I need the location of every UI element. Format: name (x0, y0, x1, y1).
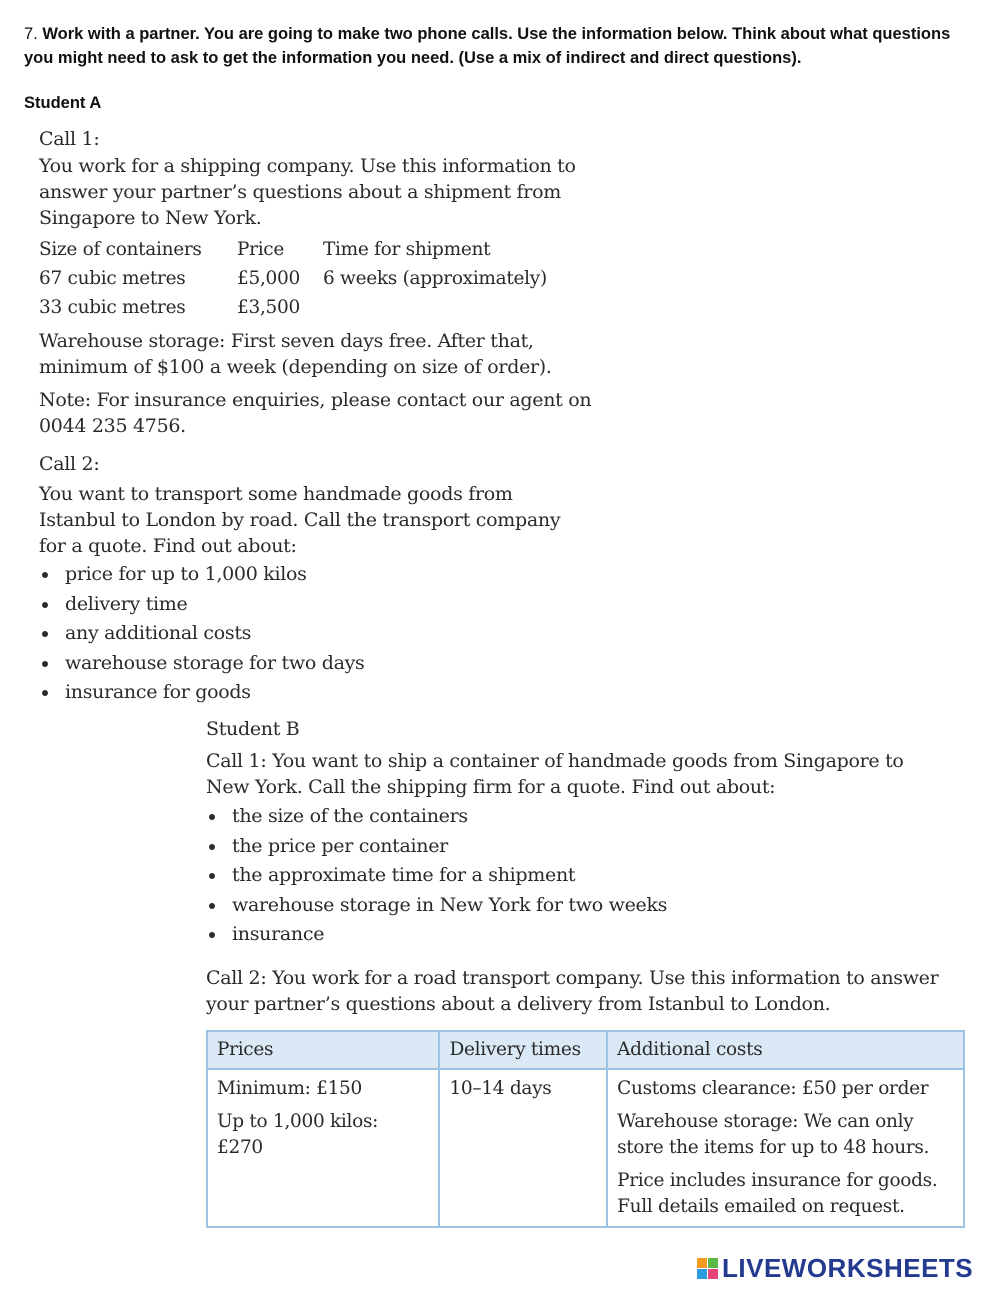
list-item: the price per container (206, 832, 667, 862)
cost-item (617, 1076, 954, 1102)
note-label: Note: (39, 389, 91, 411)
student-b-call2-text (206, 965, 938, 1017)
instruction-text: Work with a partner. You are going to make two phone calls. Use the information below. Think about what questions you might need to ask to get the information you need. (Use a mix of indirect and direct questions). (24, 25, 951, 67)
text-line: Price includes insurance for goods. (617, 1170, 938, 1191)
logo-square (708, 1258, 718, 1268)
table-row (207, 1069, 964, 1227)
logo-square (697, 1269, 707, 1279)
student-a-call1-heading: Call 1: (39, 128, 100, 150)
cost-item (617, 1168, 954, 1220)
shipping-row-price: £3,500 (237, 297, 300, 318)
liveworksheets-logo (697, 1253, 973, 1284)
list-item: insurance (206, 920, 667, 950)
student-b-call1-bullets (206, 802, 667, 950)
student-b-label: Student B (206, 718, 300, 740)
shipping-row-time: 6 weeks (approximately) (323, 268, 547, 289)
list-item: insurance for goods (39, 678, 365, 708)
list-item: warehouse storage for two days (39, 649, 365, 679)
text-line: Singapore to New York. (39, 207, 262, 229)
exercise-number: 7. (24, 25, 38, 43)
student-a-call1-text (39, 153, 576, 231)
student-a-call2-bullets (39, 560, 365, 708)
storage-label: Warehouse storage: (39, 330, 226, 352)
call-label: Call 2: (206, 967, 267, 989)
text-line: answer your partner’s questions about a shipment from (39, 181, 561, 203)
insurance-note (39, 387, 591, 439)
text-line: Istanbul to London by road. Call the transport company (39, 509, 561, 531)
header-delivery-times: Delivery times (439, 1031, 607, 1069)
shipping-row-size: 33 cubic metres (39, 297, 186, 318)
road-transport-table (206, 1030, 965, 1228)
price-line: Up to 1,000 kilos: £270 (217, 1111, 379, 1158)
logo-square (697, 1258, 707, 1268)
text-line: Full details emailed on request. (617, 1196, 905, 1217)
text-line: First seven days free. After that, (225, 330, 534, 352)
student-b-call1-text (206, 748, 904, 800)
text-line: Warehouse storage: We can only (617, 1111, 914, 1132)
list-item: warehouse storage in New York for two weeks (206, 891, 667, 921)
text-line: 0044 235 4756. (39, 415, 186, 437)
costs-cell (607, 1069, 964, 1227)
shipping-table-header-price: Price (237, 239, 285, 260)
text-line: store the items for up to 48 hours. (617, 1137, 930, 1158)
text-line: minimum of $100 a week (depending on size of order). (39, 356, 552, 378)
shipping-row-price: £5,000 (237, 268, 300, 289)
text-line: You work for a shipping company. Use this information to (39, 155, 576, 177)
header-additional-costs: Additional costs (607, 1031, 964, 1069)
shipping-table-header-size: Size of containers (39, 239, 202, 260)
cost-item (617, 1109, 954, 1161)
warehouse-storage-info (39, 328, 552, 380)
prices-cell (207, 1069, 439, 1227)
call-label: Call 1: (206, 750, 267, 772)
list-item: the approximate time for a shipment (206, 861, 667, 891)
delivery-cell: 10–14 days (439, 1069, 607, 1227)
logo-text: LIVEWORKSHEETS (722, 1253, 974, 1283)
logo-grid-icon (697, 1258, 718, 1279)
header-prices: Prices (207, 1031, 439, 1069)
shipping-row-size: 67 cubic metres (39, 268, 186, 289)
table-header-row (207, 1031, 964, 1069)
text-line: You work for a road transport company. Use this information to answer (266, 967, 939, 989)
student-a-label: Student A (24, 94, 102, 112)
student-a-call2-heading: Call 2: (39, 453, 100, 475)
text-line: You want to transport some handmade goods from (39, 483, 513, 505)
text-line: Customs clearance: £50 per order (617, 1078, 929, 1099)
text-line: for a quote. Find out about: (39, 535, 297, 557)
text-line: For insurance enquiries, please contact our agent on (90, 389, 592, 411)
list-item: any additional costs (39, 619, 365, 649)
student-a-call2-text (39, 481, 560, 559)
list-item: price for up to 1,000 kilos (39, 560, 365, 590)
text-line: New York. Call the shipping firm for a quote. Find out about: (206, 776, 776, 798)
logo-square (708, 1269, 718, 1279)
list-item: the size of the containers (206, 802, 667, 832)
shipping-table-header-time: Time for shipment (323, 239, 491, 260)
price-line: Minimum: £150 (217, 1078, 362, 1099)
exercise-instruction (24, 22, 974, 70)
text-line: your partner’s questions about a delivery from Istanbul to London. (206, 993, 831, 1015)
list-item: delivery time (39, 590, 365, 620)
text-line: You want to ship a container of handmade goods from Singapore to (266, 750, 904, 772)
